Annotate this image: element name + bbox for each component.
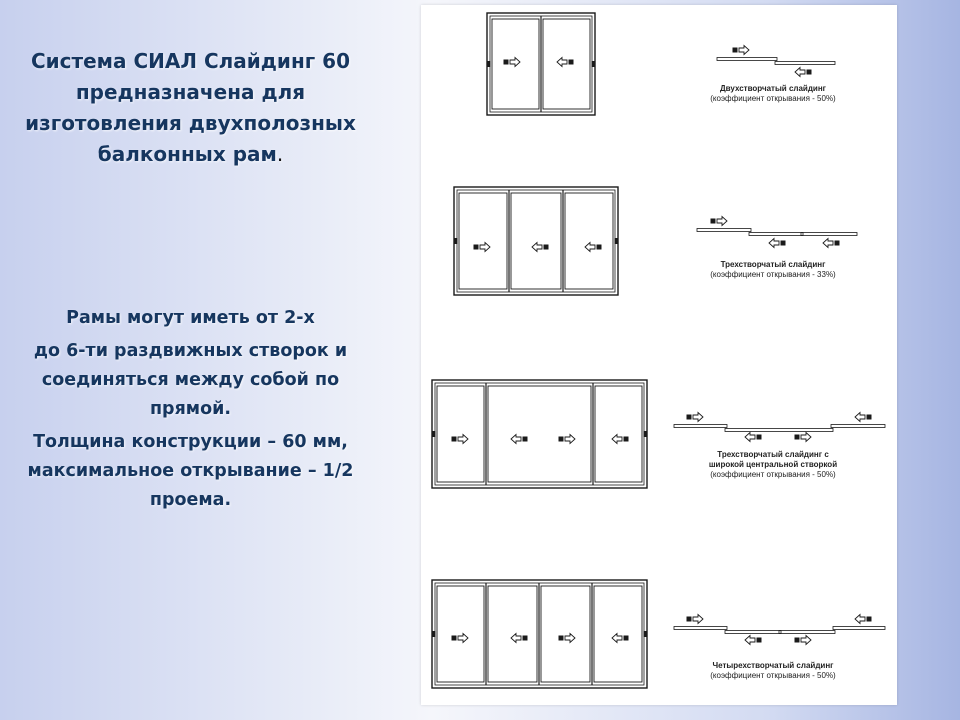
- scheme-4-plan-arrow-3: [795, 636, 812, 645]
- scheme-4-title: Четырехстворчатый слайдинг: [712, 661, 834, 670]
- scheme-3-plan-arrow-4: [855, 413, 872, 422]
- scheme-2-plan-track-2: [749, 233, 803, 236]
- scheme-3-right-handle: [644, 431, 647, 437]
- scheme-3-arrow-1: [452, 435, 469, 444]
- scheme-4-sash-3: [541, 586, 590, 682]
- scheme-3-plan-track-2: [725, 429, 833, 432]
- scheme-2-plan-track-1: [697, 229, 751, 232]
- scheme-4-sash-4: [594, 586, 642, 682]
- spec-thickness: Толщина конструкции – 60 мм, максимальное открывание – 1/2 проема.: [27, 432, 354, 510]
- scheme-2-title: Трехстворчатый слайдинг: [720, 260, 826, 269]
- scheme-2-left-handle: [455, 238, 458, 244]
- scheme-1-plan-track-1: [717, 58, 777, 61]
- scheme-4-plan-arrow-2: [745, 636, 762, 645]
- scheme-3-plan-track-3: [831, 425, 885, 428]
- scheme-2-plan-arrow-3: [823, 239, 840, 248]
- scheme-3-arrow-4: [612, 435, 629, 444]
- scheme-4-arrow-4: [612, 634, 629, 643]
- system-description: [18, 46, 363, 170]
- scheme-2-plan-track-3: [801, 233, 857, 236]
- scheme-4-sash-2: [488, 586, 537, 682]
- spec-sash-range: до 6-ти раздвижных створок и соединяться между собой по прямой.: [33, 341, 348, 419]
- caption-scheme-2: [673, 260, 873, 280]
- scheme-3-title: Трехстворчатый слайдинг с широкой центральной створкой: [708, 450, 838, 469]
- scheme-4-plan-track-1: [674, 627, 727, 630]
- scheme-4-right-handle: [644, 631, 647, 637]
- scheme-2-sash-1: [459, 193, 507, 289]
- scheme-1-title: Двухстворчатый слайдинг: [719, 84, 826, 93]
- scheme-2-arrow-1: [474, 243, 491, 252]
- scheme-3-plan-arrow-2: [745, 433, 762, 442]
- scheme-3-left-handle: [433, 431, 436, 437]
- scheme-3-sash-3: [595, 386, 642, 482]
- scheme-3-ratio: (коэффициент открывания - 50%): [710, 470, 836, 479]
- scheme-3-outer-frame: [432, 380, 647, 488]
- scheme-2-sash-2: [511, 193, 561, 289]
- scheme-3-inner-frame: [435, 383, 644, 485]
- scheme-4-sash-1: [437, 586, 484, 682]
- description-period: .: [276, 142, 284, 166]
- scheme-3-arrow-2: [511, 435, 528, 444]
- scheme-3-plan-arrow-3: [795, 433, 812, 442]
- scheme-2-arrow-3: [585, 243, 602, 252]
- scheme-4-ratio: (коэффициент открывания - 50%): [710, 671, 836, 680]
- scheme-3-plan-track-1: [674, 425, 727, 428]
- scheme-4-arrow-3: [559, 634, 576, 643]
- scheme-1-plan-arrow-1: [733, 46, 750, 55]
- scheme-2-outer-frame: [454, 187, 618, 295]
- scheme-4-plan-track-2: [725, 631, 781, 634]
- scheme-1-arrow-2: [557, 58, 574, 67]
- scheme-2-right-handle: [615, 238, 618, 244]
- scheme-2-inner-frame: [457, 190, 615, 292]
- spec-sash-count-intro: Рамы могут иметь от 2-х: [66, 308, 315, 328]
- scheme-3-sash-1: [437, 386, 484, 482]
- scheme-4-arrow-2: [511, 634, 528, 643]
- scheme-1-ratio: (коэффициент открывания - 50%): [710, 94, 836, 103]
- description-main: Система СИАЛ Слайдинг 60 предназначена для изготовления двухполозных балконных рам: [25, 49, 356, 166]
- scheme-4-plan-track-4: [833, 627, 885, 630]
- scheme-4-plan-arrow-4: [855, 615, 872, 624]
- caption-scheme-3: [673, 450, 873, 480]
- scheme-3-plan-arrow-1: [687, 413, 704, 422]
- scheme-2-arrow-2: [532, 243, 549, 252]
- sliding-schemes-drawing: [421, 5, 897, 705]
- scheme-4-plan-track-3: [779, 631, 835, 634]
- scheme-4-left-handle: [433, 631, 436, 637]
- scheme-1-left-handle: [488, 61, 491, 67]
- caption-scheme-4: [673, 661, 873, 681]
- scheme-1-plan-arrow-2: [795, 68, 812, 77]
- scheme-1-arrow-1: [504, 58, 521, 67]
- specifications: [18, 304, 363, 519]
- scheme-3-sash-2: [488, 386, 591, 482]
- scheme-2-ratio: (коэффициент открывания - 33%): [710, 270, 836, 279]
- scheme-2-plan-arrow-1: [711, 217, 728, 226]
- scheme-4-arrow-1: [452, 634, 469, 643]
- diagram-panel: [421, 5, 897, 705]
- scheme-1-plan-track-2: [775, 62, 835, 65]
- scheme-2-plan-arrow-2: [769, 239, 786, 248]
- caption-scheme-1: [673, 84, 873, 104]
- scheme-3-arrow-3: [559, 435, 576, 444]
- scheme-2-sash-3: [565, 193, 613, 289]
- scheme-4-plan-arrow-1: [687, 615, 704, 624]
- scheme-1-right-handle: [592, 61, 595, 67]
